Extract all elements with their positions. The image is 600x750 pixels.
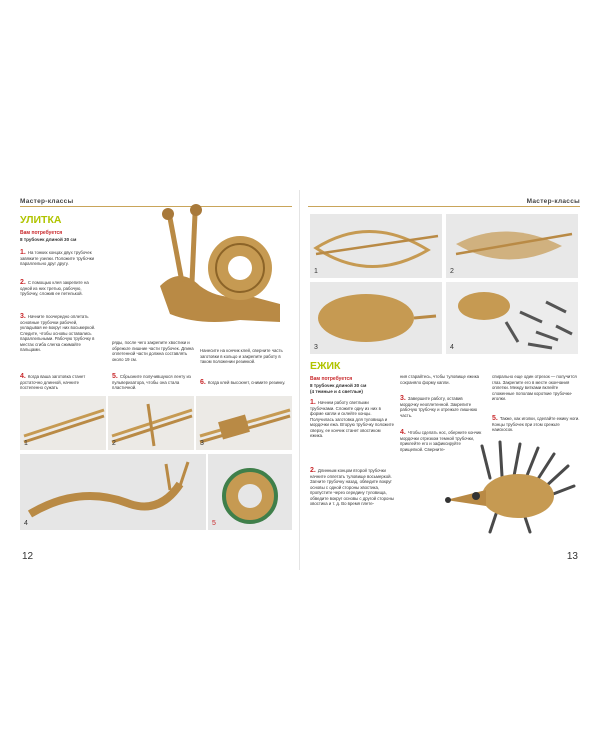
snail-step-4-continued: ряды, после чего закрепите хвостики и обрежьте лишние части трубочек. Длина оплетенной части должна составлять около 19 см. bbox=[112, 340, 194, 362]
right-page bbox=[300, 190, 588, 570]
page-number-right: 13 bbox=[566, 551, 578, 562]
left-page bbox=[12, 190, 300, 570]
snail-hero-photo bbox=[140, 196, 300, 344]
hedgehog-photo-2: 2 bbox=[446, 214, 578, 278]
hedgehog-needs-value-2: (4 темные и 4 светлые) bbox=[310, 389, 363, 394]
snail-step-1: 1. На тонких концах двух трубочек завяжите узелки. Положите трубочки параллельно друг другу. bbox=[20, 249, 95, 266]
hedgehog-step-4-continued: спирально еще один отрезок — получится глаз. Закрепите его в месте окончания оплетки. Между витками вклейте сложенные пополам короткие трубочки-иголки. bbox=[492, 374, 577, 401]
hedgehog-needs-label: Вам потребуется bbox=[310, 376, 353, 382]
snail-photo-4: 4 bbox=[20, 454, 206, 530]
book-spread bbox=[12, 190, 588, 570]
hedgehog-step-2-continued: ния старайтесь, чтобы туловище ежика сохраняло форму капли. bbox=[400, 374, 480, 385]
snail-step-4: 4. Когда ваша заготовка станет достаточно длинной, начните постепенно сужать bbox=[20, 373, 86, 390]
header-rule-right bbox=[308, 206, 580, 207]
snail-photo-5: 5 bbox=[208, 454, 292, 530]
hedgehog-step-5: 5. Также, как иголки, сделайте ежику ноги. Концы трубочек при этом срежьте наискосок. bbox=[492, 415, 580, 432]
snail-photo-1: 1 bbox=[20, 396, 106, 450]
hedgehog-photo-1: 1 bbox=[310, 214, 442, 278]
section-label-left: Мастер-классы bbox=[20, 198, 74, 205]
snail-step-5: 5. Сбрызните получившуюся ленту из пульверизатора, чтобы она стала пластичной. bbox=[112, 373, 191, 390]
snail-step-6: 6. Когда клей высохнет, снимите резинку. bbox=[200, 379, 286, 386]
snail-step-5-continued: Нанесите на кончик клей, сверните часть заготовки в кольцо и закрепите работу в таком положении резинкой. bbox=[200, 348, 283, 364]
snail-needs-value: 8 трубочек длиной 30 см bbox=[20, 237, 77, 242]
snail-photo-2: 2 bbox=[108, 396, 194, 450]
snail-photo-3: 3 bbox=[196, 396, 292, 450]
snail-step-2: 2. С помощью клея закрепите на одной из них третью, рабочую, трубочку, сложив ее петелькой. bbox=[20, 279, 89, 296]
hedgehog-step-2: 2. Длинным концом второй трубочки начните оплетать туловище восьмеркой. Загните трубочку назад, обведите вокруг основы с одной стороны хвостика, пропустите через середину туловища, обведите вокруг основы с другой стороны хвостика и т. д. Во время плете- bbox=[310, 467, 394, 506]
hedgehog-photo-3: 3 bbox=[310, 282, 442, 354]
hedgehog-needs-value-1: 8 трубочек длиной 30 см bbox=[310, 383, 367, 388]
hedgehog-finished-photo bbox=[440, 438, 580, 538]
hedgehog-step-1: 1. Начнем работу светлыми трубочками. Сложите одну из них в форме капли и склейте концы. Получилась заготовка для туловища и мордочки ежа. Вторую трубочку положите сверху, ее кончик станет хвостиком ежика. bbox=[310, 399, 394, 438]
hedgehog-step-4: 4. Чтобы сделать нос, оберните кончик мордочки отрезком темной трубочки, приклейте его и зафиксируйте прищепкой. Сверните- bbox=[400, 429, 482, 452]
hedgehog-step-3: 3. Завершите работу, оставив мордочку неоплетенной. Закрепите рабочую трубочку и отрежьте лишнюю часть. bbox=[400, 395, 478, 418]
section-label-right: Мастер-классы bbox=[526, 198, 580, 205]
snail-title: УЛИТКА bbox=[20, 214, 62, 226]
hedgehog-title: ЕЖИК bbox=[310, 360, 341, 372]
page-number-left: 12 bbox=[22, 551, 34, 562]
snail-needs-label: Вам потребуется bbox=[20, 230, 63, 236]
snail-step-3: 3. Начните поочередно оплетать основные трубочки рабочей, укладывая ее вокруг них восьмеркой. Следите, чтобы основы оставались параллельными. Рабочую трубочку в местах сгиба слегка сжимайте пальцами. bbox=[20, 313, 96, 352]
hedgehog-photo-4: 4 bbox=[446, 282, 578, 354]
